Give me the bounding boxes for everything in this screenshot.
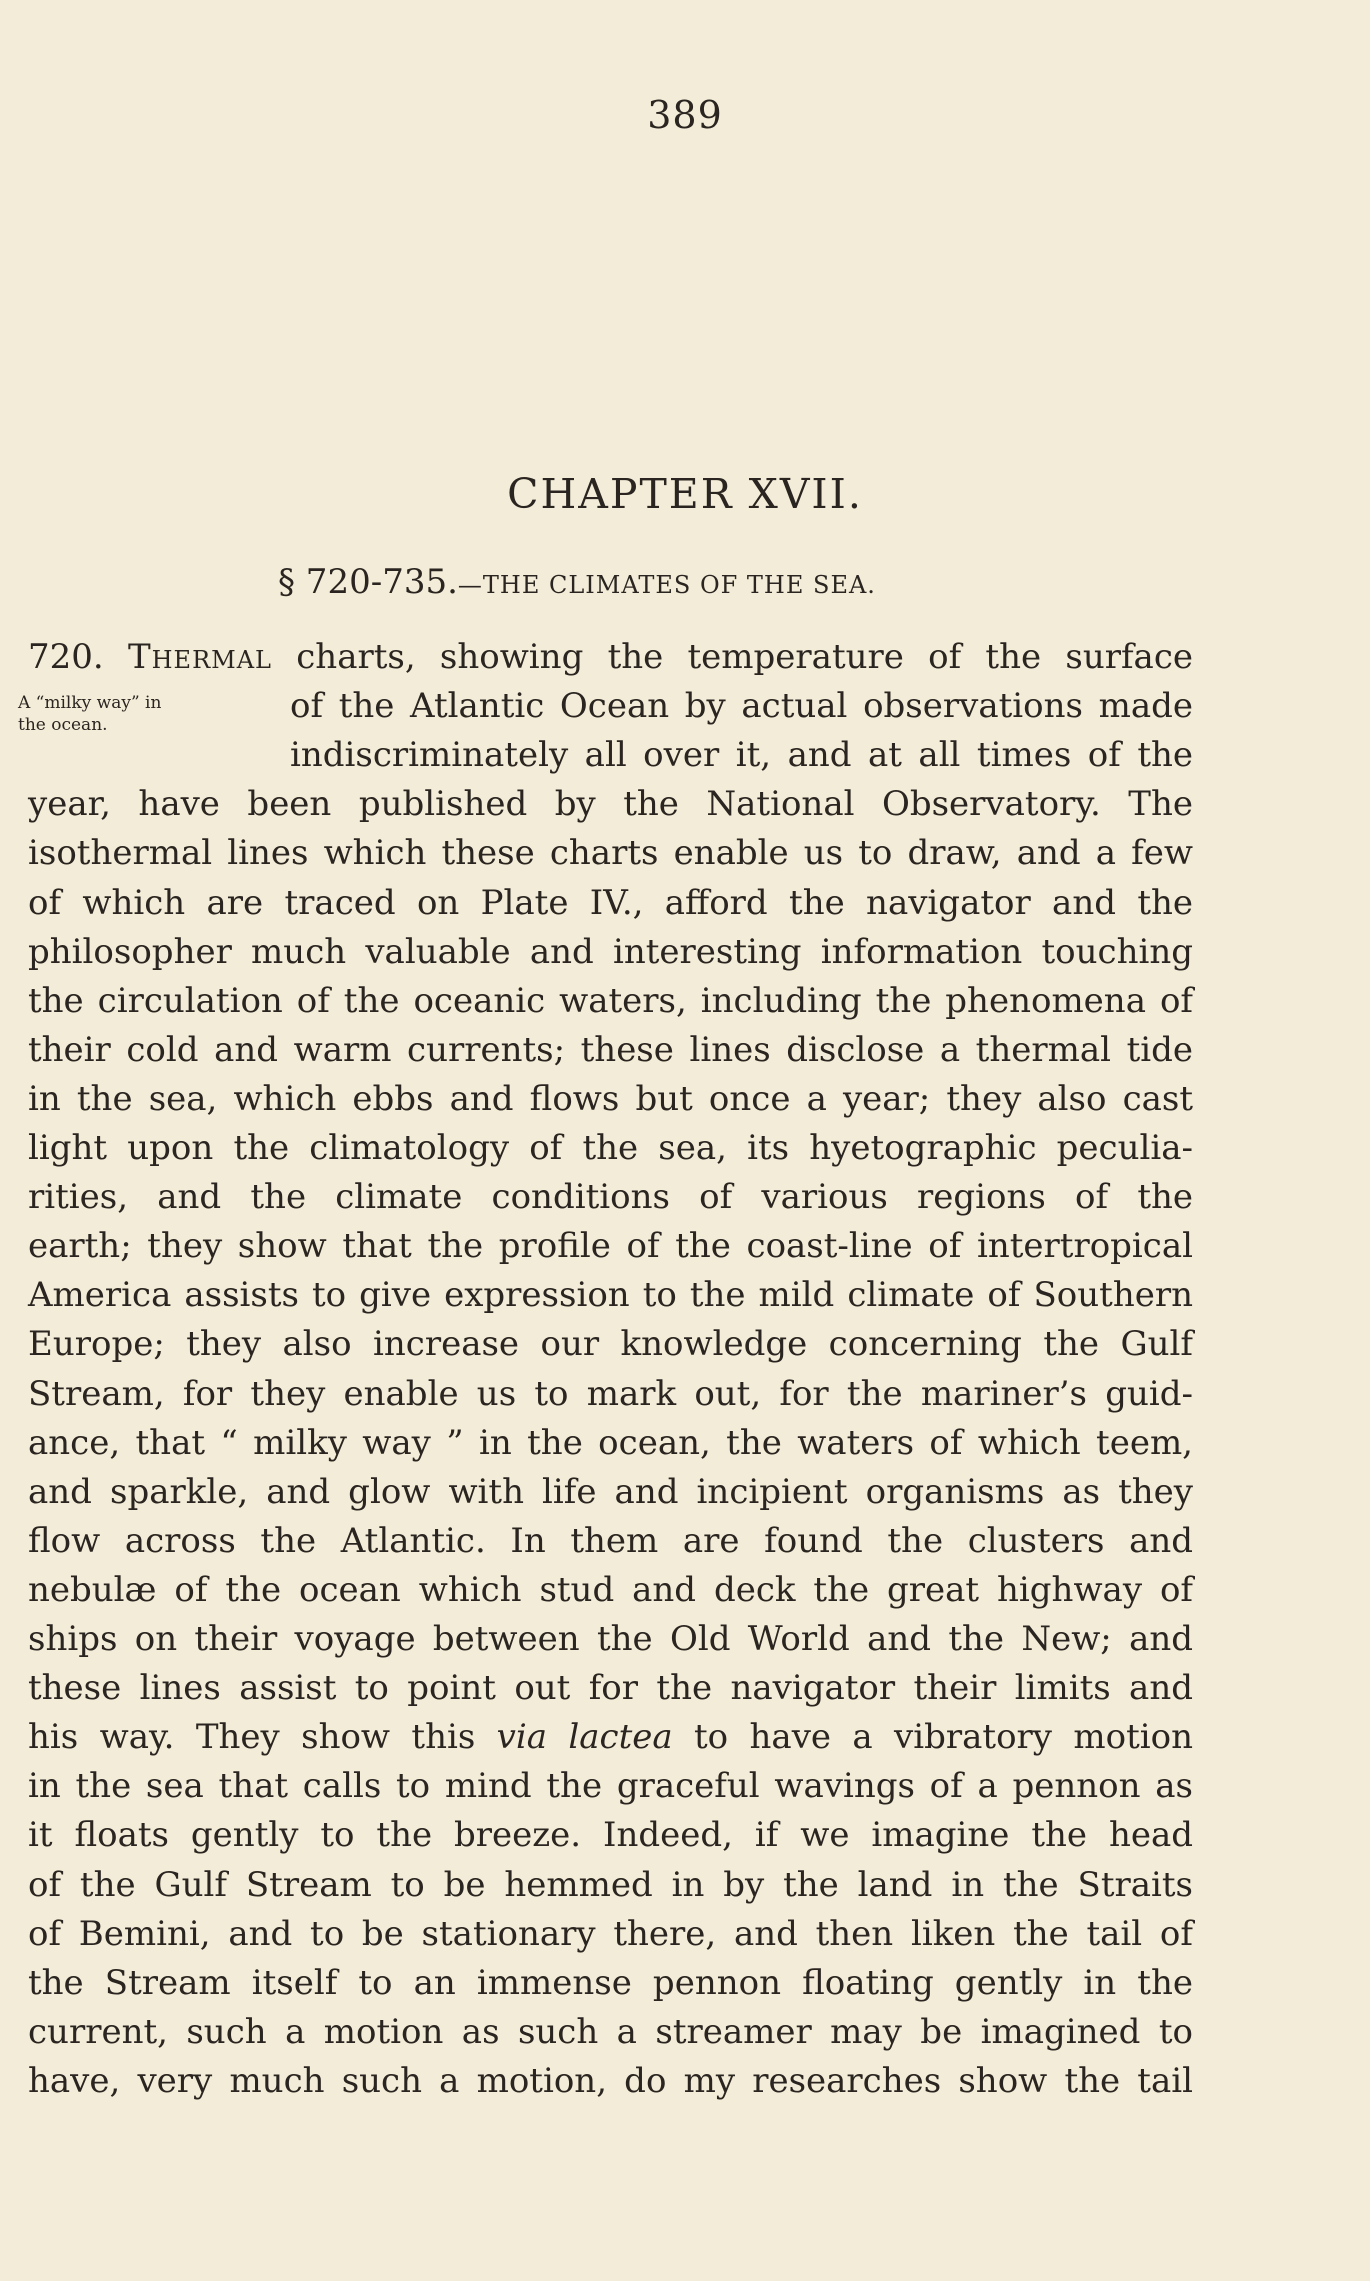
text-line: ships on their voyage between the Old World and the New; and [28,1619,1193,1659]
line-segment: to have a vibratory motion [694,1717,1193,1758]
text-line: indiscriminately all over it, and at all times of the [290,735,1193,776]
text-line: of the Atlantic Ocean by actual observations made [290,686,1193,727]
section-number: § 720-735. [278,562,458,602]
text-line: ance, that “ milky way ” in the ocean, the waters of which teem, [28,1422,1193,1463]
text-line: light upon the climatology of the sea, its hyetographic peculia- [28,1128,1193,1168]
text-line: in the sea, which ebbs and flows but once a year; they also cast [28,1078,1193,1119]
text-line: Europe; they also increase our knowledge concerning the Gulf [28,1324,1193,1365]
italic-phrase: via lactea [496,1717,673,1758]
text-line: it floats gently to the breeze. Indeed, if we imagine the head [28,1815,1193,1856]
first-word: Thermal [127,637,272,677]
margin-note [18,692,161,736]
first-line-rest: charts, showing the temperature of the surface [296,637,1193,677]
text-line: America assists to give expression to the mild climate of Southern [28,1275,1193,1316]
chapter-title: CHAPTER XVII. [507,470,863,518]
margin-note-line: the ocean. [18,715,108,735]
text-line: of which are traced on Plate IV., afford the navigator and the [28,882,1193,923]
text-line: earth; they show that the profile of the coast-line of intertropical [28,1226,1193,1267]
first-line [28,633,1193,681]
text-line: have, very much such a motion, do my researches show the tail [28,2060,1193,2101]
text-line: philosopher much valuable and interesting information touching [28,931,1193,972]
text-line: flow across the Atlantic. In them are found the clusters and [28,1520,1193,1561]
text-line: the Stream itself to an immense pennon floating gently in the [28,1962,1193,2003]
text-line: nebulæ of the ocean which stud and deck the great highway of [28,1569,1193,1610]
line-segment: his way. They show this [28,1717,476,1758]
section-title: —THE CLIMATES OF THE SEA. [457,571,876,599]
section-heading [278,562,876,602]
margin-note-line: A “milky way” in [18,693,162,713]
text-line: rities, and the climate conditions of various regions of the [28,1177,1193,1218]
paragraph-number: 720. [28,637,104,677]
text-line-via-lactea [28,1713,1193,1761]
text-line: these lines assist to point out for the navigator their limits and [28,1668,1193,1709]
text-line: their cold and warm currents; these lines disclose a thermal tide [28,1029,1193,1070]
text-line: and sparkle, and glow with life and incipient organisms as they [28,1471,1193,1512]
text-line: in the sea that calls to mind the graceful wavings of a pennon as [28,1766,1193,1807]
text-line: Stream, for they enable us to mark out, for the mariner’s guid- [28,1373,1193,1414]
text-line: of Bemini, and to be stationary there, and then liken the tail of [28,1913,1193,1954]
page-number: 389 [647,93,723,137]
text-line: the circulation of the oceanic waters, including the phenomena of [28,980,1193,1021]
text-line: isothermal lines which these charts enable us to draw, and a few [28,833,1193,874]
text-line: of the Gulf Stream to be hemmed in by the land in the Straits [28,1864,1193,1905]
text-line: year, have been published by the National Observatory. The [28,784,1193,825]
text-line: current, such a motion as such a streamer may be imagined to [28,2011,1193,2052]
